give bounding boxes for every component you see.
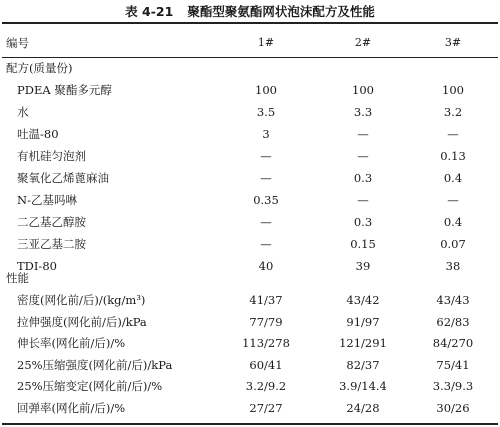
cell-2: 24/28	[346, 400, 380, 415]
cell-2: 0.15	[350, 237, 376, 251]
header-col-3: 3#	[444, 36, 462, 49]
row-label: 回弹率(网化前/后)/%	[17, 400, 126, 415]
cell-3: 62/83	[436, 314, 470, 329]
table-title	[0, 2, 500, 20]
row-label: 25%压缩变定(网化前/后)/%	[17, 379, 163, 393]
cell-3: 30/26	[436, 400, 470, 415]
row-label: TDI-80	[17, 259, 57, 273]
table-row	[0, 376, 500, 396]
header-row	[0, 33, 500, 53]
props-section-row	[0, 268, 500, 288]
row-label: 密度(网化前/后)/(kg/m³)	[17, 293, 146, 307]
cell-1: 3.2/9.2	[245, 379, 287, 393]
cell-1: 113/278	[242, 336, 290, 350]
cell-2: 3.3	[353, 105, 373, 119]
cell-3: 0.4	[443, 171, 463, 185]
cell-3: 84/270	[432, 336, 474, 350]
cell-2: 91/97	[346, 314, 380, 329]
cell-1: —	[260, 215, 272, 229]
cell-2: 39	[355, 259, 371, 273]
row-label: 吐温-80	[17, 127, 59, 141]
table-row	[0, 168, 500, 188]
row-label: 拉伸强度(网化前/后)/kPa	[17, 314, 147, 329]
row-label: 二乙基乙醇胺	[17, 215, 86, 229]
cell-2: 0.3	[353, 171, 373, 185]
table-row	[0, 355, 500, 375]
row-label: 聚氧化乙烯蓖麻油	[17, 171, 109, 185]
cell-2: 82/37	[346, 357, 380, 372]
cell-3: 3.2	[443, 105, 463, 119]
cell-1: —	[260, 171, 272, 185]
cell-3: 0.13	[440, 149, 466, 163]
bottom-rule	[2, 423, 498, 425]
row-label: 水	[17, 105, 29, 119]
top-rule	[2, 22, 498, 24]
cell-2: 121/291	[339, 336, 387, 350]
cell-1: 40	[258, 259, 274, 273]
row-label: 伸长率(网化前/后)/%	[17, 336, 126, 350]
cell-2: —	[357, 127, 369, 141]
cell-3: —	[447, 127, 459, 141]
table-row	[0, 290, 500, 310]
header-col-1: 1#	[257, 36, 275, 49]
cell-1: —	[260, 237, 272, 251]
table-row	[0, 398, 500, 418]
cell-3: 38	[445, 259, 461, 273]
cell-1: 3.5	[256, 105, 276, 119]
formula-section-label: 配方(质量份)	[6, 61, 73, 75]
row-label: 25%压缩强度(网化前/后)/kPa	[17, 357, 173, 372]
row-label: 三亚乙基二胺	[17, 237, 86, 251]
table-caption: 聚酯型聚氨酯网状泡沫配方及性能	[187, 4, 375, 19]
table-number: 表 4-21	[125, 4, 174, 19]
row-label: 有机硅匀泡剂	[17, 149, 86, 163]
table-row	[0, 212, 500, 232]
cell-3: 0.4	[443, 215, 463, 229]
cell-2: 3.9/14.4	[339, 379, 387, 393]
props-section-label: 性能	[6, 271, 29, 285]
table-row	[0, 312, 500, 332]
cell-2: 100	[352, 83, 374, 97]
cell-2: 43/42	[346, 293, 380, 307]
cell-3: —	[447, 193, 459, 207]
table-row	[0, 80, 500, 100]
cell-3: 75/41	[436, 357, 470, 372]
cell-2: —	[357, 193, 369, 207]
cell-3: 100	[442, 83, 464, 97]
table-row	[0, 333, 500, 353]
cell-1: 0.35	[253, 193, 279, 207]
header-label: 编号	[6, 36, 29, 50]
table-row	[0, 146, 500, 166]
cell-2: —	[357, 149, 369, 163]
cell-1: 27/27	[249, 400, 283, 415]
cell-2: 0.3	[353, 215, 373, 229]
table-row	[0, 190, 500, 210]
cell-1: 60/41	[249, 357, 283, 372]
formula-section-row	[0, 58, 500, 78]
cell-1: 3	[262, 127, 270, 141]
table-row	[0, 234, 500, 254]
cell-3: 3.3/9.3	[432, 379, 474, 393]
cell-1: 100	[255, 83, 277, 97]
cell-1: 77/79	[249, 314, 283, 329]
cell-3: 43/43	[436, 293, 470, 307]
table-row	[0, 124, 500, 144]
row-label: N-乙基吗啉	[17, 193, 77, 207]
cell-1: 41/37	[249, 293, 283, 307]
table-row	[0, 102, 500, 122]
row-label: PDEA 聚酯多元醇	[17, 83, 112, 97]
cell-1: —	[260, 149, 272, 163]
cell-3: 0.07	[440, 237, 466, 251]
header-col-2: 2#	[354, 36, 372, 49]
